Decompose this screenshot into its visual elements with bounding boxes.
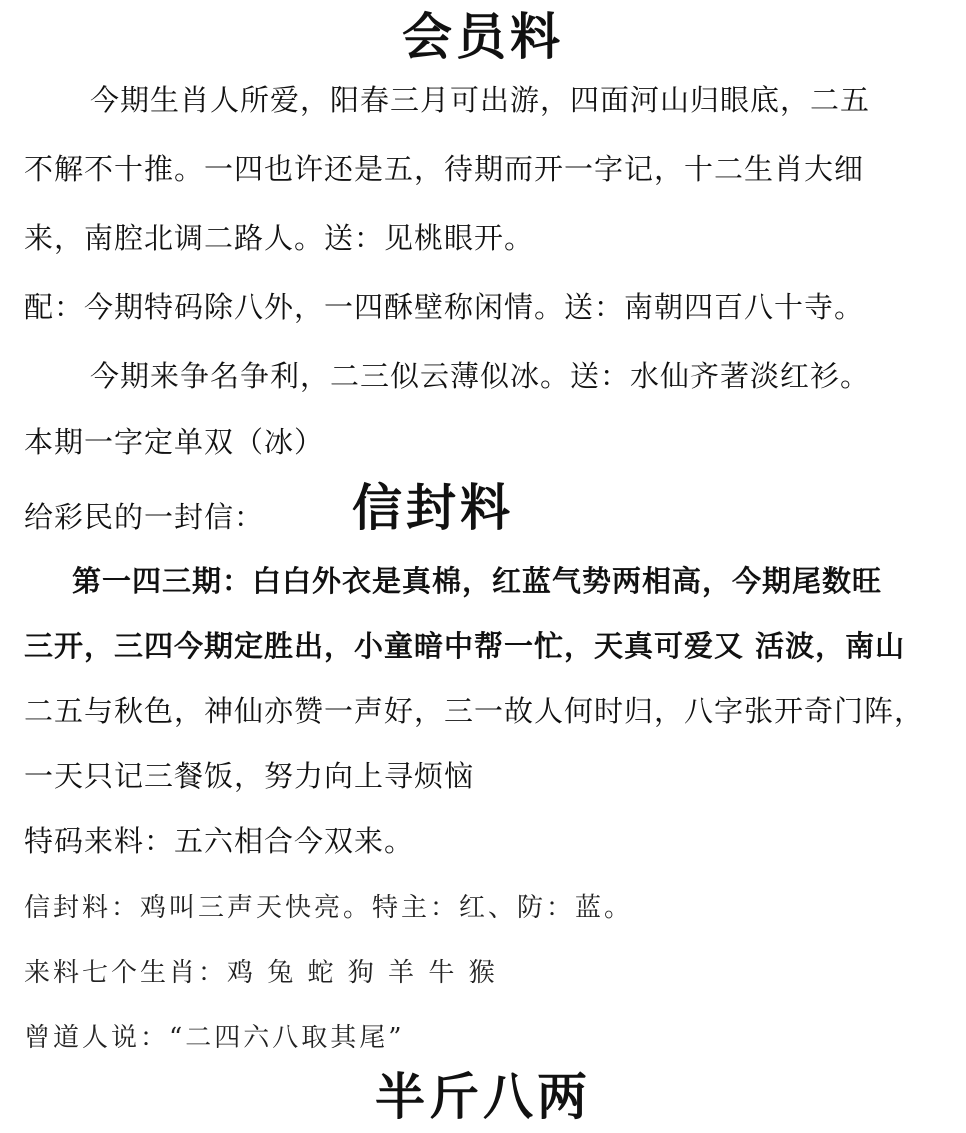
- section-title-half-jin: 半斤八两: [375, 1067, 591, 1126]
- section-title-members: 会员料: [402, 7, 564, 66]
- text-line: 二五与秋色，神仙亦赞一声好，三一故人何时归，八字张开奇门阵，: [24, 694, 925, 728]
- text-line: 不解不十推。一四也许还是五，待期而开一字记，十二生肖大细: [24, 152, 865, 186]
- text-line: 来料七个生肖：鸡 兔 蛇 狗 羊 牛 猴: [24, 958, 498, 988]
- text-line: 信封料：鸡叫三声天快亮。特主：红、防：蓝。: [24, 893, 634, 923]
- text-line: 今期生肖人所爱，阳春三月可出游，四面河山归眼底，二五: [90, 83, 871, 117]
- text-line: 一天只记三餐饭，努力向上寻烦恼: [24, 759, 475, 793]
- text-line: 配：今期特码除八外，一四酥壁称闲情。送：南朝四百八十寺。: [24, 290, 865, 324]
- section-title-envelope: 信封料: [352, 478, 514, 537]
- letter-intro: 给彩民的一封信：: [24, 500, 265, 534]
- text-line: 三开，三四今期定胜出，小童暗中帮一忙，天真可爱又 活波，南山: [24, 629, 906, 663]
- text-line: 今期来争名争利，二三似云薄似冰。送：水仙齐著淡红衫。: [90, 359, 871, 393]
- text-line: 本期一字定单双（冰）: [24, 425, 325, 459]
- text-line: 第一四三期：白白外衣是真棉，红蓝气势两相高，今期尾数旺: [72, 564, 883, 598]
- text-line: 特码来料：五六相合今双来。: [24, 824, 415, 858]
- text-line: 曾道人说：“二四六八取其尾”: [24, 1023, 405, 1053]
- text-line: 来，南腔北调二路人。送：见桃眼开。: [24, 221, 535, 255]
